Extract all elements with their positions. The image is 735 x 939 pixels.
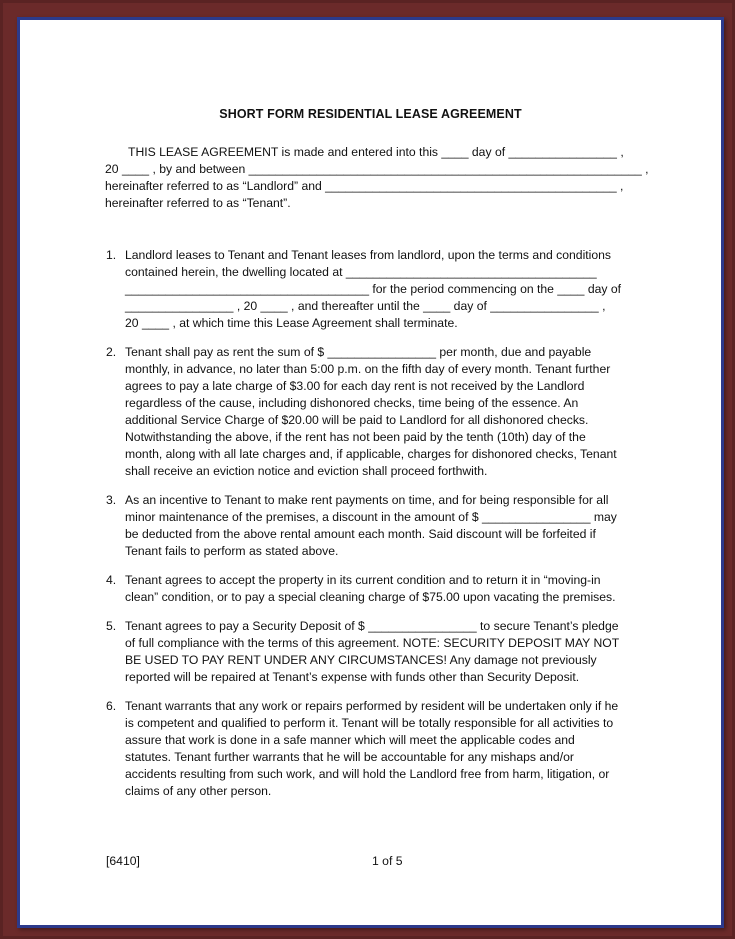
clause-line: Notwithstanding the above, if the rent has not been paid by the tenth (10th) day of the: [125, 430, 586, 444]
clause-line: ________________ , 20 ____ , and thereafter until the ____ day of ________________ ,: [125, 299, 606, 313]
clause-line: monthly, in advance, no later than 5:00 p.m. on the fifth day of every month. Tenant further: [125, 362, 611, 376]
document-page: [20, 20, 721, 925]
clause-line: statutes. Tenant further warrants that he will be accountable for any mishaps and/or: [125, 750, 574, 764]
clause-2: [106, 344, 636, 480]
intro-line: THIS LEASE AGREEMENT is made and entered into this ____ day of ________________ ,: [128, 145, 624, 159]
clause-line: accidents resulting from such work, and will hold the Landlord free from harm, litigation, or: [125, 767, 610, 781]
clause-line: As an incentive to Tenant to make rent payments on time, and for being responsible for all: [125, 493, 609, 507]
clause-line: Tenant agrees to pay a Security Deposit of $ ________________ to secure Tenant’s pledge: [125, 619, 619, 633]
outer-frame: [3, 3, 732, 936]
clause-line: ____________________________________ for the period commencing on the ____ day of: [125, 282, 622, 296]
intro-paragraph: [105, 144, 649, 212]
clause-line: clean” condition, or to pay a special cleaning charge of $75.00 upon vacating the premises.: [125, 590, 616, 604]
clause-list: [106, 247, 636, 812]
clause-line: BE USED TO PAY RENT UNDER ANY CIRCUMSTANCES! Any damage not previously: [125, 653, 597, 667]
document-frame: [17, 17, 724, 928]
clause-line: regardless of the cause, including dishonored checks, time being of the essence. An: [125, 396, 579, 410]
clause-line: is competent and qualified to perform it. Tenant will be totally responsible for all activities to: [125, 716, 614, 730]
clause-line: Tenant fails to perform as stated above.: [125, 544, 339, 558]
clause-6: [106, 698, 636, 800]
clause-line: agrees to pay a late charge of $3.00 for each day rent is not received by the Landlord: [125, 379, 585, 393]
clause-line: assure that work is done in a safe manner which will meet the applicable codes and: [125, 733, 575, 747]
clause-line: shall receive an eviction notice and eviction shall proceed forthwith.: [125, 464, 488, 478]
clause-number: 6.: [106, 699, 117, 713]
intro-line: 20 ____ , by and between __________________________________________________________ ,: [105, 162, 649, 176]
clause-line: reported will be repaired at Tenant’s expense with funds other than Security Deposit.: [125, 670, 580, 684]
clause-number: 3.: [106, 493, 117, 507]
clause-line: month, along with all late charges and, if applicable, charges for dishonored checks, Tenant: [125, 447, 617, 461]
clause-line: claims of any other person.: [125, 784, 272, 798]
clause-number: 2.: [106, 345, 117, 359]
clause-line: of full compliance with the terms of this agreement. NOTE: SECURITY DEPOSIT MAY NOT: [125, 636, 620, 650]
clause-3: [106, 492, 636, 560]
clause-5: [106, 618, 636, 686]
clause-line: contained herein, the dwelling located at _____________________________________: [125, 265, 597, 279]
clause-line: Tenant agrees to accept the property in its current condition and to return it in “moving-in: [125, 573, 601, 587]
clause-number: 4.: [106, 573, 117, 587]
intro-line: hereinafter referred to as “Tenant”.: [105, 196, 291, 210]
clause-line: Landlord leases to Tenant and Tenant leases from landlord, upon the terms and conditions: [125, 248, 612, 262]
clause-line: Tenant warrants that any work or repairs performed by resident will be undertaken only if he: [125, 699, 619, 713]
clause-line: Tenant shall pay as rent the sum of $ ________________ per month, due and payable: [125, 345, 592, 359]
intro-line: hereinafter referred to as “Landlord” and ___________________________________________ ,: [105, 179, 624, 193]
clause-number: 1.: [106, 248, 117, 262]
footer-form-code: [6410]: [106, 854, 140, 868]
clause-number: 5.: [106, 619, 117, 633]
clause-1: [106, 247, 636, 332]
document-title: SHORT FORM RESIDENTIAL LEASE AGREEMENT: [219, 107, 522, 121]
footer-page-number: 1 of 5: [372, 854, 403, 868]
clause-4: [106, 572, 636, 606]
clause-line: additional Service Charge of $20.00 will be paid to Landlord for all dishonored checks.: [125, 413, 589, 427]
clause-line: be deducted from the above rental amount each month. Said discount will be forfeited if: [125, 527, 596, 541]
clause-line: minor maintenance of the premises, a discount in the amount of $ ________________ may: [125, 510, 617, 524]
clause-line: 20 ____ , at which time this Lease Agreement shall terminate.: [125, 316, 458, 330]
